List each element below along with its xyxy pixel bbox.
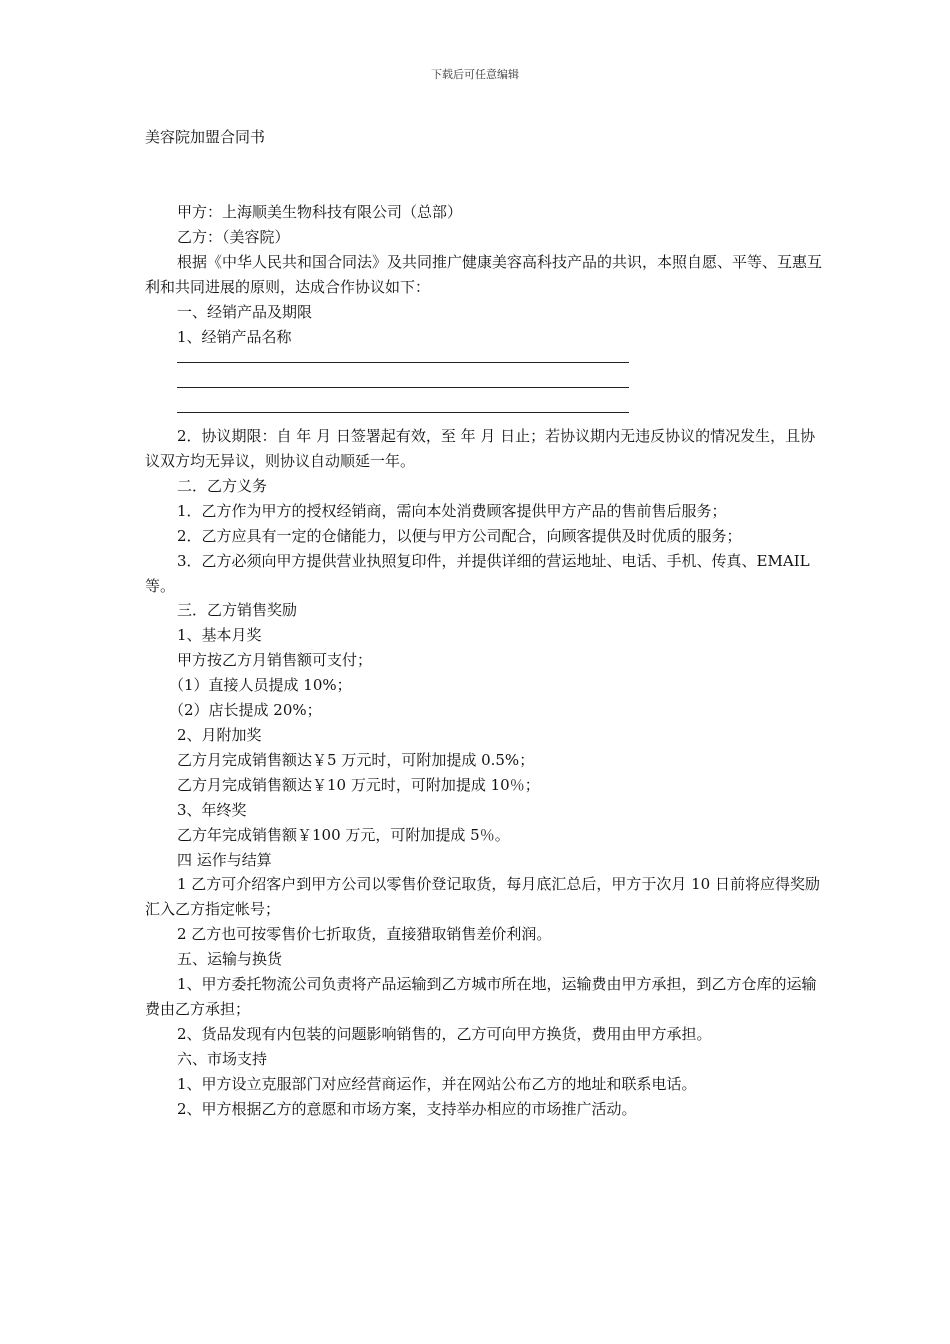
section-2-item-2: 2．乙方应具有一定的仓储能力，以便与甲方公司配合，向顾客提供及时优质的服务；	[177, 526, 742, 545]
party-a-line: 甲方：上海顺美生物科技有限公司（总部）	[177, 203, 463, 221]
section-2-item-3: 3．乙方必须向甲方提供营业执照复印件，并提供详细的营运地址、电话、手机、传真、EMAIL 等。	[145, 551, 815, 595]
page-header-note: 下载后可任意编辑	[431, 68, 519, 81]
section-3-sub-3-a: 乙方年完成销售额￥100 万元，可附加提成 5％。	[177, 825, 510, 844]
document-title: 美容院加盟合同书	[145, 128, 266, 146]
section-5-item-2: 2、货品发现有内包装的问题影响销售的，乙方可向甲方换货，费用由甲方承担。	[177, 1024, 712, 1043]
document-body	[145, 200, 825, 1121]
product-name-blank-line-3	[177, 399, 629, 424]
section-3-heading: 三．乙方销售奖励	[177, 601, 298, 620]
section-4-item-1: 1 乙方可介绍客户到甲方公司以零售价登记取货，每月底汇总后，甲方于次月 10 日前将应得奖励汇入乙方指定帐号；	[145, 875, 820, 919]
section-3-sub-1-desc: 甲方按乙方月销售额可支付；	[177, 651, 373, 670]
section-1-item-2: 2．协议期限：自 年 月 日签署起有效，至 年 月 日止；若协议期内无违反协议的情况发生，且协议双方均无异议，则协议自动顺延一年。	[145, 427, 816, 471]
section-3-sub-3: 3、年终奖	[177, 800, 247, 819]
section-3-sub-2: 2、月附加奖	[177, 725, 262, 744]
product-name-blank-line-1	[177, 349, 629, 374]
section-1-item-1: 1、经销产品名称	[177, 327, 292, 346]
intro-paragraph: 根据《中华人民共和国合同法》及共同推广健康美容高科技产品的共识，本照自愿、平等、互惠互利和共同进展的原则，达成合作协议如下：	[145, 252, 823, 296]
section-2-heading: 二．乙方义务	[177, 476, 268, 495]
section-3-sub-2-a: 乙方月完成销售额达￥5 万元时，可附加提成 0.5%；	[177, 750, 535, 769]
section-6-heading: 六、市场支持	[177, 1049, 268, 1068]
section-5-item-1: 1、甲方委托物流公司负责将产品运输到乙方城市所在地，运输费由甲方承担，到乙方仓库的运输费由乙方承担；	[145, 975, 817, 1018]
section-6-item-2: 2、甲方根据乙方的意愿和市场方案，支持举办相应的市场推广活动。	[177, 1099, 637, 1118]
section-3-sub-1: 1、基本月奖	[177, 626, 262, 645]
section-3-sub-1-b: （2）店长提成 20%；	[169, 701, 322, 720]
section-1-heading: 一、经销产品及期限	[177, 302, 313, 321]
section-4-heading: 四 运作与结算	[177, 850, 272, 869]
section-2-item-1: 1．乙方作为甲方的授权经销商，需向本处消费顾客提供甲方产品的售前售后服务；	[177, 501, 727, 520]
product-name-blank-line-2	[177, 374, 629, 399]
party-b-line: 乙方：（美容院）	[177, 227, 290, 246]
section-3-sub-2-b: 乙方月完成销售额达￥10 万元时，可附加提成 10％；	[177, 775, 540, 794]
section-3-sub-1-a: （1）直接人员提成 10%；	[169, 676, 352, 695]
section-5-heading: 五、运输与换货	[177, 950, 283, 969]
section-6-item-1: 1、甲方设立克服部门对应经营商运作，并在网站公布乙方的地址和联系电话。	[177, 1074, 697, 1093]
section-4-item-2: 2 乙方也可按零售价七折取货，直接猎取销售差价利润。	[177, 925, 552, 944]
